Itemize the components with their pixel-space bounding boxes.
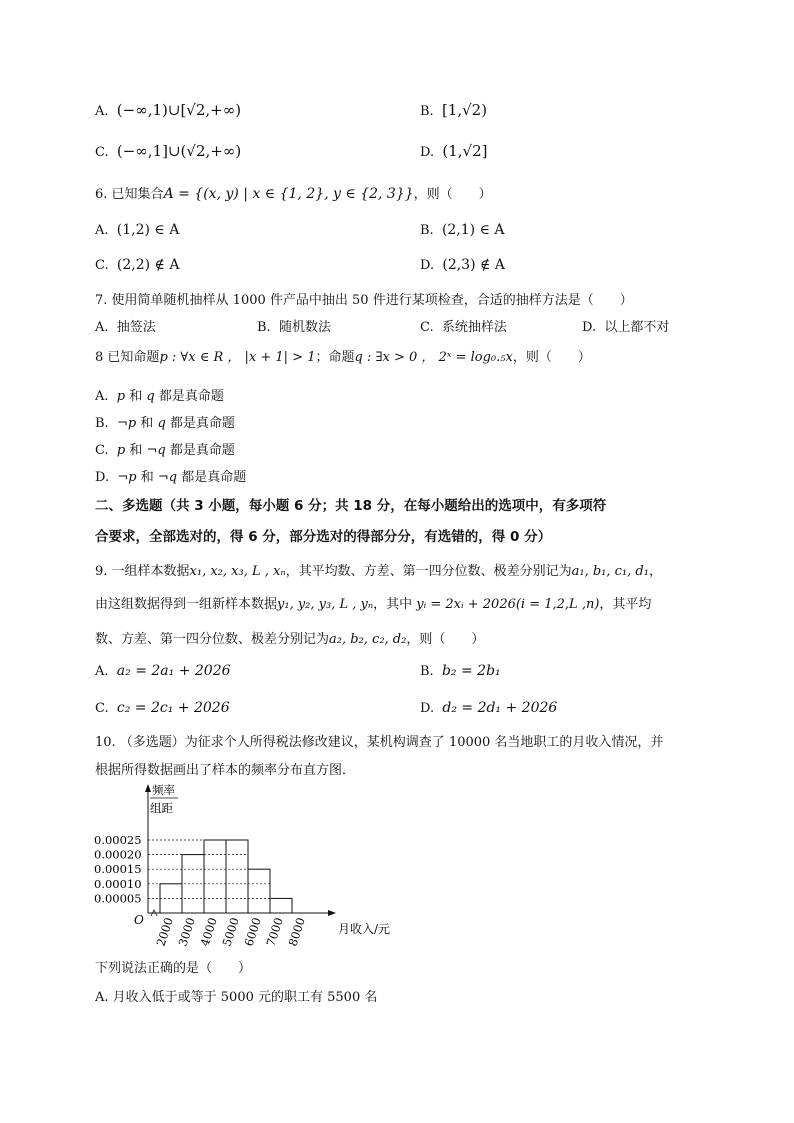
- histogram-bar: [226, 840, 248, 913]
- y-tick-label: 0.00015: [94, 862, 142, 877]
- q7-option-a: A. 抽签法: [95, 320, 156, 335]
- q9-option-c: C. c₂ = 2c₁ + 2026: [95, 700, 230, 716]
- q7-option-c: C. 系统抽样法: [420, 320, 507, 335]
- x-tick-label: 4000: [197, 915, 220, 948]
- x-axis-arrow: [328, 910, 336, 916]
- q9-option-b: B. b₂ = 2b₁: [420, 663, 501, 679]
- q10-option-a: A. 月收入低于或等于 5000 元的职工有 5500 名: [95, 990, 378, 1005]
- y-axis-arrow: [145, 784, 151, 792]
- q6-option-c: C. (2,2) ∉ A: [95, 257, 180, 273]
- y-tick-label: 0.00005: [94, 891, 142, 906]
- histogram-bar: [204, 840, 226, 913]
- q8-stem: 8 已知命题p : ∀x ∈ R ， |x + 1| > 1；命题q : ∃x > 0 ， 2ˣ = log₀.₅x，则（ ）: [95, 350, 591, 365]
- q5-option-a: A. (−∞,1)∪[√2,+∞): [95, 101, 242, 119]
- q10-stem-line1: 10. （多选题）为征求个人所得税法修改建议，某机构调查了 10000 名当地职工的月收入情况，并: [95, 735, 664, 750]
- q9-stem-line3: 数、方差、第一四分位数、极差分别记为a₂, b₂, c₂, d₂，则（ ）: [95, 632, 485, 647]
- q6-option-a: A. (1,2) ∈ A: [95, 222, 180, 238]
- y-axis-label-top: 频率: [152, 783, 175, 797]
- x-tick-label: 7000: [263, 915, 286, 948]
- histogram-bar: [270, 898, 292, 913]
- q10-question: 下列说法正确的是（ ）: [95, 961, 252, 976]
- q8-option-b: B. ¬p 和 q 都是真命题: [95, 416, 235, 431]
- q5-option-b: B. [1,√2): [420, 101, 488, 119]
- q9-option-a: A. a₂ = 2a₁ + 2026: [95, 663, 231, 679]
- origin-label: O: [134, 913, 144, 927]
- y-tick-label: 0.00020: [94, 847, 142, 862]
- q9-option-d: D. d₂ = 2d₁ + 2026: [420, 700, 558, 716]
- q8-option-d: D. ¬p 和 ¬q 都是真命题: [95, 470, 247, 485]
- q7-option-d: D. 以上都不对: [582, 320, 670, 335]
- q6-option-b: B. (2,1) ∈ A: [420, 222, 505, 238]
- x-tick-label: 8000: [285, 915, 308, 948]
- q7-option-b: B. 随机数法: [257, 320, 331, 335]
- x-tick-label: 5000: [219, 915, 242, 948]
- q9-stem-line2: 由这组数据得到一组新样本数据y₁, y₂, y₃, L , yₙ，其中 yᵢ = 2xᵢ + 2026(i = 1,2,L ,n)，其平均: [95, 597, 652, 612]
- q5-option-c: C. (−∞,1]∪(√2,+∞): [95, 142, 242, 160]
- q6-option-d: D. (2,3) ∉ A: [420, 257, 505, 273]
- histogram-bar: [248, 869, 270, 913]
- q9-stem-line1: 9. 一组样本数据x₁, x₂, x₃, L , xₙ，其平均数、方差、第一四分位数、极差分别记为a₁, b₁, c₁, d₁，: [95, 564, 662, 579]
- q5-option-d: D. (1,√2]: [420, 142, 488, 160]
- q7-stem: 7. 使用简单随机抽样从 1000 件产品中抽出 50 件进行某项检查，合适的抽样方法是（ ）: [95, 293, 633, 308]
- y-tick-label: 0.00025: [94, 833, 142, 847]
- section-2-heading-line2: 合要求，全部选对的，得 6 分，部分选对的得部分分，有选错的，得 0 分）: [95, 529, 552, 545]
- y-tick-label: 0.00010: [94, 876, 142, 891]
- x-tick-label: 2000: [153, 915, 176, 948]
- q8-option-c: C. p 和 ¬q 都是真命题: [95, 443, 235, 458]
- q8-option-a: A. p 和 q 都是真命题: [95, 389, 224, 404]
- y-axis-label-bottom: 组距: [150, 801, 173, 815]
- q10-stem-line2: 根据所得数据画出了样本的频率分布直方图．: [95, 763, 356, 778]
- x-tick-label: 6000: [241, 915, 264, 948]
- x-axis-label: 月收入/元: [338, 922, 391, 936]
- q6-stem: 6. 已知集合A = {(x, y) | x ∈ {1, 2}, y ∈ {2, 3}}，则（ ）: [95, 186, 492, 202]
- histogram-bar: [160, 884, 182, 913]
- section-2-heading-line1: 二、多选题（共 3 小题，每小题 6 分；共 18 分，在每小题给出的选项中，有多项符: [95, 498, 607, 514]
- histogram-chart: [90, 782, 391, 952]
- x-tick-label: 3000: [175, 915, 198, 948]
